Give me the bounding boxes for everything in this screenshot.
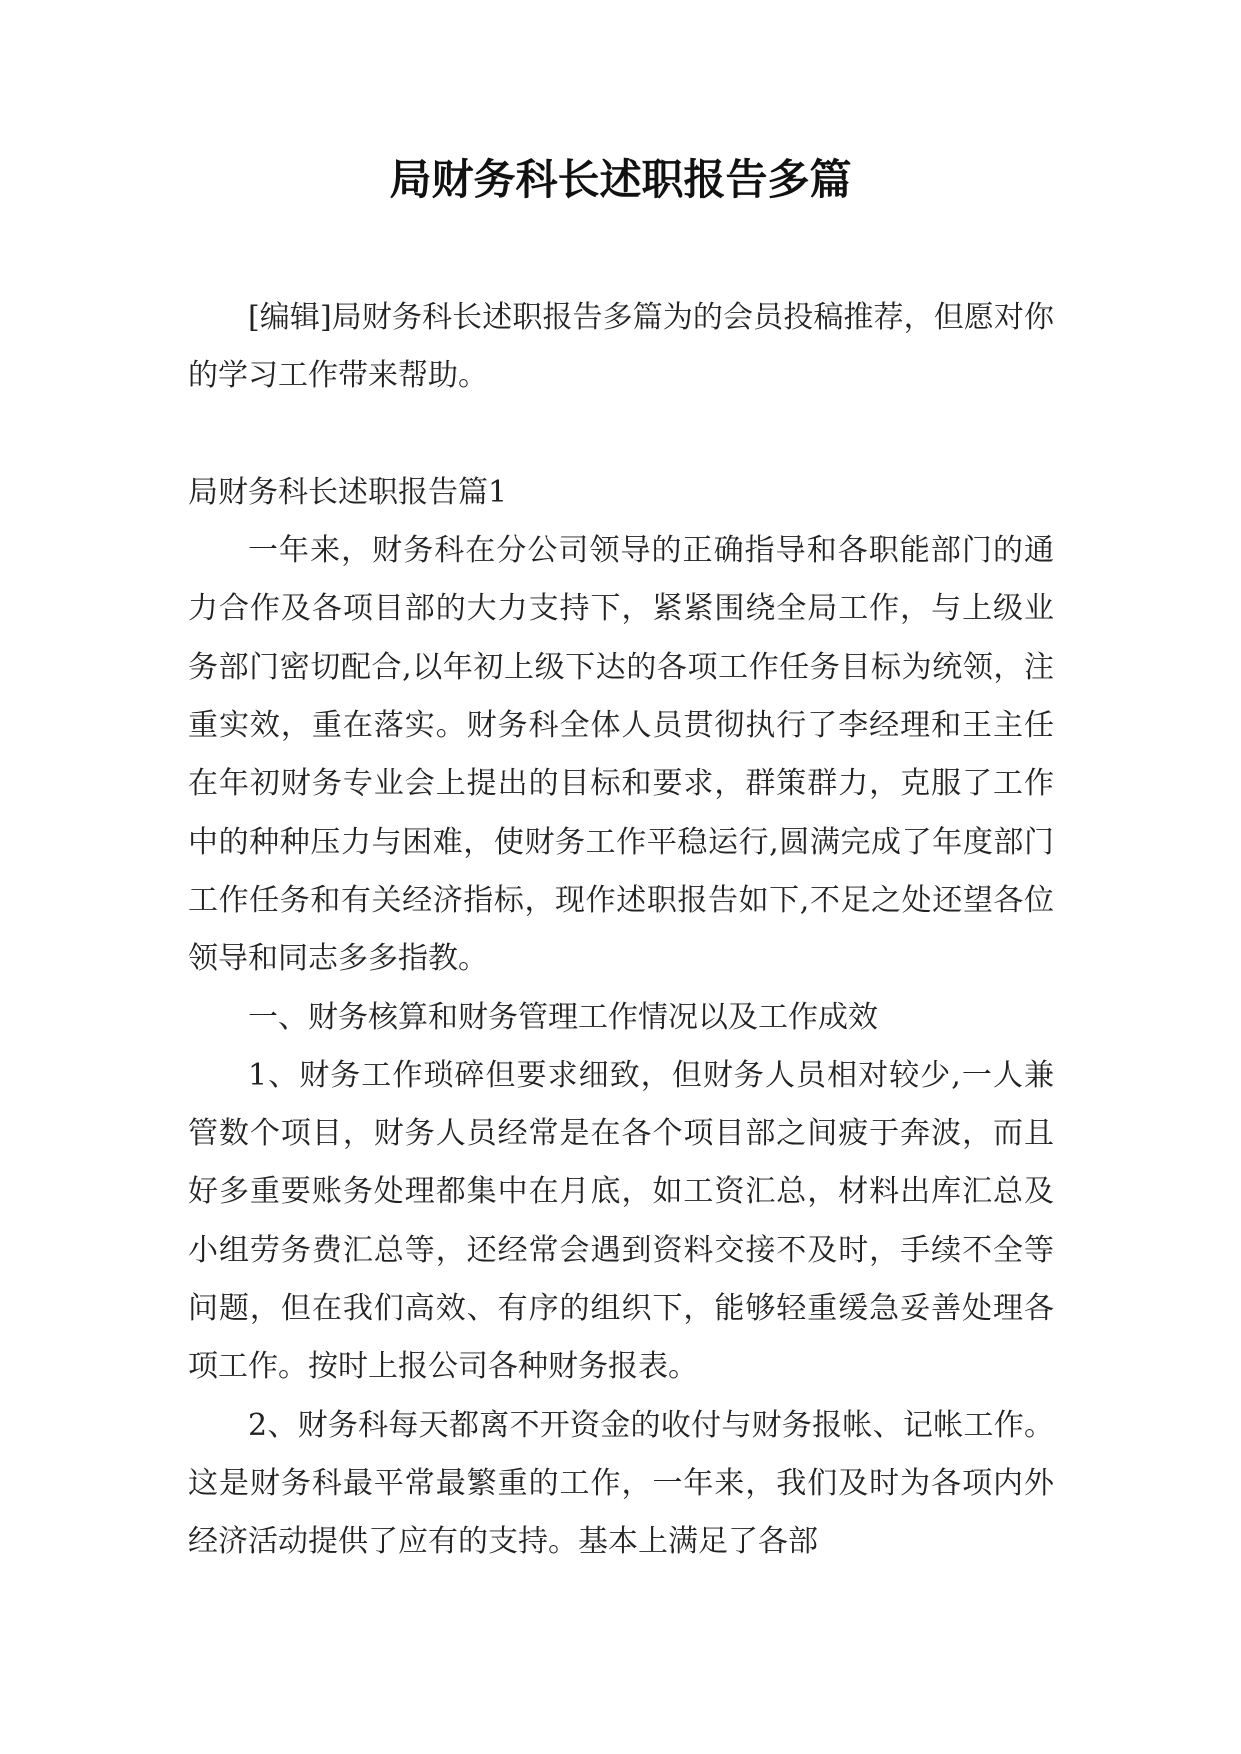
body-paragraph: 1、财务工作琐碎但要求细致，但财务人员相对较少,一人兼管数个项目，财务人员经常是在各个项目部之间疲于奔波，而且好多重要账务处理都集中在月底，如工资汇总，材料出库汇总及小组劳务费汇总等，还经常会遇到资料交接不及时，手续不全等问题，但在我们高效、有序的组织下，能够轻重缓急妥善处理各项工作。按时上报公司各种财务报表。: [188, 1057, 1054, 1385]
section-heading: 局财务科长述职报告篇1: [188, 474, 508, 510]
document-body: [188, 289, 1054, 1572]
document-title: 局财务科长述职报告多篇: [389, 155, 852, 204]
body-paragraph: 2、财务科每天都离不开资金的收付与财务报帐、记帐工作。这是财务科最平常最繁重的工作，一年来，我们及时为各项内外经济活动提供了应有的支持。基本上满足了各部: [188, 1407, 1054, 1560]
paragraph-spacer: [188, 406, 1054, 464]
intro-paragraph: [编辑]局财务科长述职报告多篇为的会员投稿推荐，但愿对你的学习工作带来帮助。: [188, 300, 1054, 394]
body-paragraph: 一年来，财务科在分公司领导的正确指导和各职能部门的通力合作及各项目部的大力支持下，紧紧围绕全局工作，与上级业务部门密切配合,以年初上级下达的各项工作任务目标为统领，注重实效，重在落实。财务科全体人员贯彻执行了李经理和王主任在年初财务专业会上提出的目标和要求，群策群力，克服了工作中的种种压力与困难，使财务工作平稳运行,圆满完成了年度部门工作任务和有关经济指标，现作述职报告如下,不足之处还望各位领导和同志多多指教。: [188, 533, 1054, 977]
subsection-heading: 一、财务核算和财务管理工作情况以及工作成效: [248, 999, 878, 1035]
